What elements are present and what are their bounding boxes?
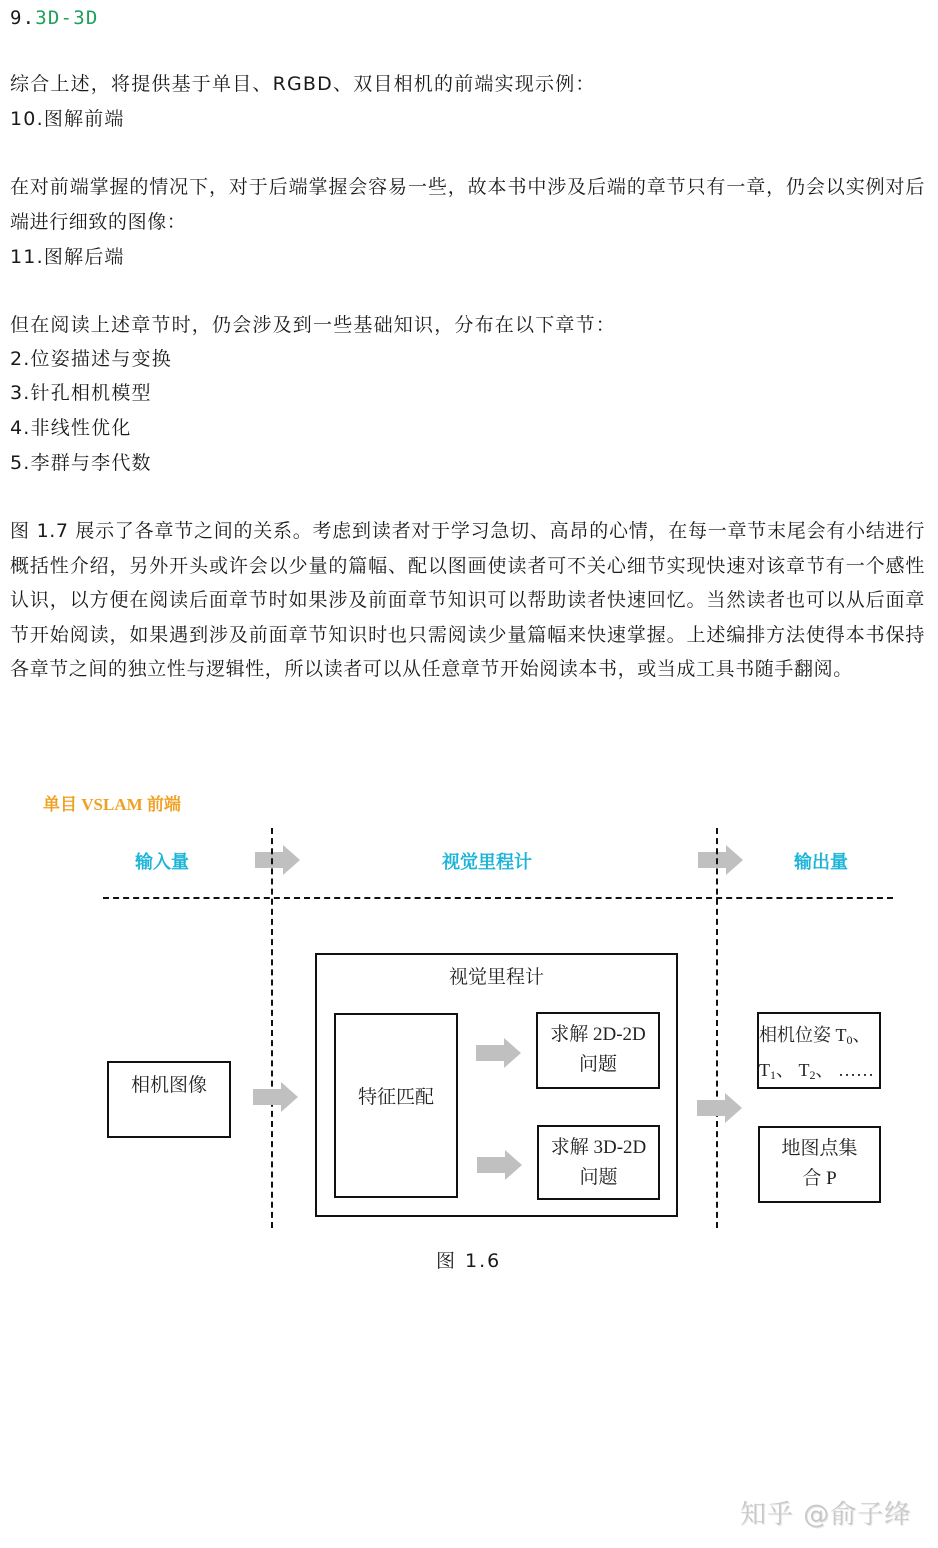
divider-horizontal [103,897,893,899]
header-vo: 视觉里程计 [442,852,532,873]
subscript: 0 [846,1033,853,1047]
separator: 、 T [776,1060,810,1080]
feature-matching-label: 特征匹配 [357,1087,434,1108]
basics-item: 4.非线性优化 [10,417,132,439]
solve-2d2d-label: 求解 2D-2D [550,1024,646,1045]
input-camera-image-box [107,1061,231,1138]
basics-item: 5.李群与李代数 [10,452,152,474]
divider-vertical [716,828,718,1228]
input-box-label: 相机图像 [130,1075,207,1096]
pose-t: T [759,1060,770,1080]
backend-paragraph: 在对前端掌握的情况下，对于后端掌握会容易一些，故本书中涉及后端的章节只有一章，仍会以实例对后端进行细致的图像： [10,176,925,233]
solve-3d2d-label: 问题 [579,1167,618,1188]
arrow-right-icon [477,1150,523,1180]
solve-3d2d-box [537,1125,660,1200]
arrow-right-icon [698,845,744,875]
divider-vertical [271,828,273,1228]
map-points-label: 合 P [802,1168,837,1189]
feature-matching-box [334,1013,458,1198]
map-points-label: 地图点集 [781,1138,858,1159]
output-pose-box [757,1012,881,1089]
arrow-right-icon [253,1082,299,1112]
basics-item: 2.位姿描述与变换 [10,348,172,370]
solve-2d2d-box [536,1012,660,1089]
separator: 、 [852,1025,871,1045]
pose-label: 相机位姿 T [759,1025,847,1045]
basics-intro: 但在阅读上述章节时，仍会涉及到一些基础知识，分布在以下章节： [10,314,617,336]
basics-item: 3.针孔相机模型 [10,382,152,404]
arrow-right-icon [255,845,301,875]
intro-frontend: 综合上述，将提供基于单目、RGBD、双目相机的前端实现示例： [10,73,596,95]
item-9-prefix: 9. [10,7,36,29]
arrow-right-icon [697,1093,743,1123]
item-11: 11.图解后端 [10,246,125,268]
solve-3d2d-label: 求解 3D-2D [550,1137,647,1158]
subscript: 2 [809,1068,816,1082]
ellipsis: 、 …… [815,1060,874,1080]
item-9 [10,6,98,30]
vo-box-title: 视觉里程计 [448,967,544,988]
figure-caption: 图 1.6 [436,1250,502,1272]
arrow-right-icon [476,1038,522,1068]
output-map-points-box [758,1126,881,1203]
solve-2d2d-label: 问题 [578,1054,617,1075]
watermark: 知乎 @俞子绛 [740,1500,912,1530]
item-10: 10.图解前端 [10,108,125,130]
diagram-title: 单目 VSLAM 前端 [43,795,181,814]
header-output: 输出量 [794,852,848,873]
subscript: 1 [770,1068,776,1082]
header-input: 输入量 [135,852,189,873]
relation-paragraph: 图 1.7 展示了各章节之间的关系。考虑到读者对于学习急切、高昂的心情，在每一章节末尾会有小结进行概括性介绍，另外开头或许会以少量的篇幅、配以图画使读者可不关心细节实现快速对该章节有一个感性认识，以方便在阅读后面章节时如果涉及前面章节知识可以帮助读者快速回忆。当然读者也可以从后面章节开始阅读，如果遇到涉及前面章节知识时也只需阅读少量篇幅来快速掌握。上述编排方法使得本书保持各章节之间的独立性与逻辑性，所以读者可以从任意章节开始阅读本书，或当成工具书随手翻阅。 [10,520,925,680]
link-3d-3d[interactable]: 3D-3D [35,7,99,29]
